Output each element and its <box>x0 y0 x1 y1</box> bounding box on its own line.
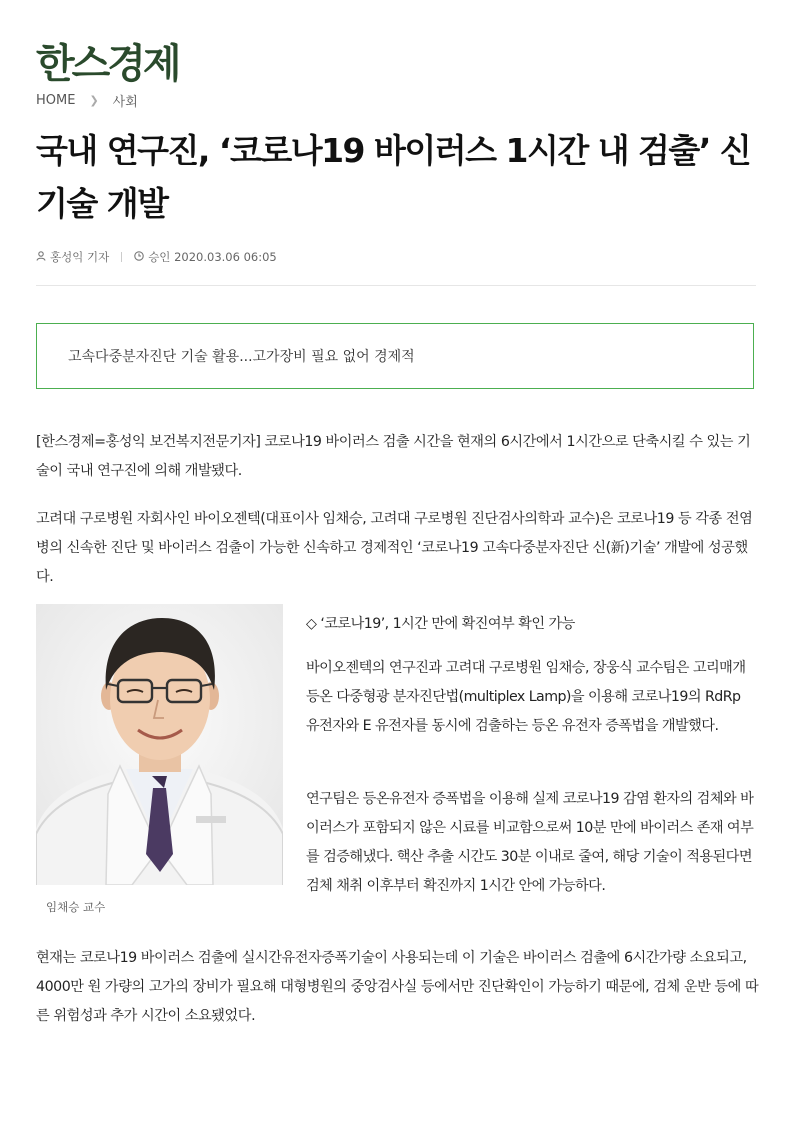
breadcrumb <box>36 92 138 108</box>
site-logo[interactable]: 한스경제 <box>36 41 179 87</box>
article-summary-box <box>36 323 754 389</box>
meta-divider <box>121 252 122 262</box>
reporter-name[interactable]: 홍성익 기자 <box>50 250 110 264</box>
chevron-right-icon: ❯ <box>89 93 99 107</box>
clock-icon <box>134 250 144 264</box>
side-paragraph-2: 연구팀은 등온유전자 증폭법을 이용해 실제 코로나19 감염 환자의 검체와 바이러스가 포함되지 않은 시료를 비교함으로써 10분 만에 바이러스 존재 여부를 검증해냈다. 핵산 추출 시간도 30분 이내로 줄여, 해당 기술이 적용된다면 검체 채취 이후부터 확진까지 1시간 안에 가능하다. <box>306 791 754 894</box>
body-paragraph-2: 고려대 구로병원 자회사인 바이오젠텍(대표이사 임채승, 고려대 구로병원 진단검사의학과 교수)은 코로나19 등 각종 전염병의 신속한 진단 및 바이러스 검출이 가능한 신속하고 경제적인 ‘코로나19 고속다중분자진단 신(新)기술’ 개발에 성공했다. <box>36 511 753 585</box>
breadcrumb-section-link[interactable]: 사회 <box>112 94 138 110</box>
person-icon <box>36 250 46 264</box>
body-paragraph-3: 현재는 코로나19 바이러스 검출에 실시간유전자증폭기술이 사용되는데 이 기술은 바이러스 검출에 6시간가량 소요되고, 4000만 원 가량의 고가의 장비가 필요해 대형병원의 중앙검사실 등에서만 진단확인이 가능하기 때문에, 검체 운반 등에 따른 위험성과 추가 시간이 소요됐었다. <box>36 950 759 1024</box>
article-title: 국내 연구진, ‘코로나19 바이러스 1시간 내 검출’ 신기술 개발 <box>36 131 751 223</box>
summary-text: 고속다중분자진단 기술 활용...고가장비 필요 없어 경제적 <box>68 349 415 365</box>
body-paragraph-1: [한스경제=홍성익 보건복지전문기자] 코로나19 바이러스 검출 시간을 현재의 6시간에서 1시간으로 단축시킬 수 있는 기술이 국내 연구진에 의해 개발됐다. <box>36 434 751 479</box>
article-meta <box>36 249 277 265</box>
photo-caption: 임채승 교수 <box>46 900 106 914</box>
article-subheading: ◇ ‘코로나19’, 1시간 만에 확진여부 확인 가능 <box>306 616 575 632</box>
approved-datetime: 승인 2020.03.06 06:05 <box>148 250 277 264</box>
article-photo[interactable] <box>36 604 283 885</box>
breadcrumb-home-link[interactable]: HOME <box>36 92 76 108</box>
header-divider <box>36 285 756 286</box>
side-paragraph-1: 바이오젠텍의 연구진과 고려대 구로병원 임채승, 장웅식 교수팀은 고리매개 등온 다중형광 분자진단법(multiplex Lamp)을 이용해 코로나19의 RdRp 유전자와 E 유전자를 동시에 검출하는 등온 유전자 증폭법을 개발했다. <box>306 660 746 734</box>
